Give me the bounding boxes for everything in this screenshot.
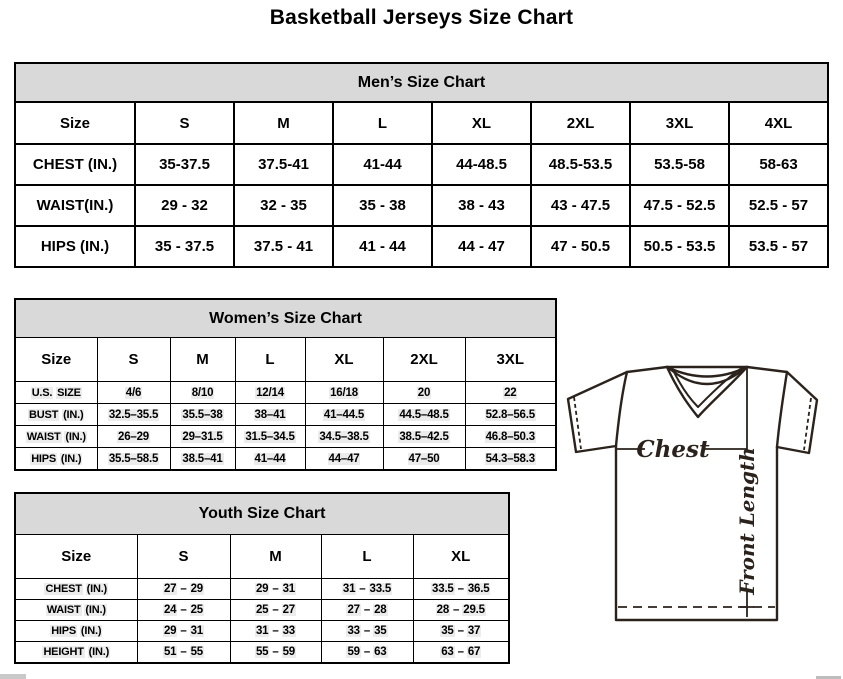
mens-table-row	[15, 226, 828, 267]
highlighted-value: 55	[190, 646, 203, 658]
youth-value-cell: 29 – 31	[230, 579, 321, 600]
highlighted-value: 32.5–35.5	[108, 408, 159, 421]
highlighted-value: SIZE	[57, 386, 81, 399]
youth-value-cell: 24 – 25	[137, 600, 230, 621]
womens-col-header-S: S	[97, 338, 170, 382]
womens-value-cell	[383, 426, 465, 448]
womens-value-cell	[465, 404, 556, 426]
youth-value-cell: 33 – 35	[321, 621, 413, 642]
womens-col-header-3XL: 3XL	[465, 338, 556, 382]
highlighted-value: CHEST	[45, 583, 82, 595]
mens-col-header-S: S	[135, 102, 234, 144]
mens-value-cell: 32 - 35	[234, 185, 333, 226]
youth-column-header-row	[15, 535, 509, 579]
youth-row-label	[15, 621, 137, 642]
youth-col-header-L: L	[321, 535, 413, 579]
highlighted-value: 31	[255, 625, 269, 637]
youth-value-cell: 31 – 33	[230, 621, 321, 642]
highlighted-value: 35	[374, 625, 387, 637]
womens-value-cell	[235, 426, 305, 448]
highlighted-value: 38.5–41	[182, 452, 223, 465]
highlighted-value: 29.5	[463, 604, 485, 616]
highlighted-value: 31.5–34.5	[245, 430, 295, 443]
highlighted-value: 38–41	[254, 408, 286, 421]
mens-row-label: CHEST (IN.)	[15, 144, 135, 185]
womens-value-cell	[170, 404, 235, 426]
highlighted-value: 33.5	[432, 583, 454, 595]
womens-column-header-row	[15, 338, 556, 382]
highlighted-value: 54.3–58.3	[485, 452, 535, 465]
mens-value-cell: 50.5 - 53.5	[630, 226, 729, 267]
mens-value-cell: 38 - 43	[432, 185, 531, 226]
womens-value-cell	[305, 404, 383, 426]
mens-table-row	[15, 144, 828, 185]
highlighted-value: 27	[282, 604, 295, 616]
front-length-label: Front Length	[735, 447, 759, 595]
mens-size-header: Size	[15, 102, 135, 144]
womens-col-header-2XL: 2XL	[383, 338, 465, 382]
highlighted-value: 36.5	[467, 583, 490, 595]
highlighted-value: 52.8–56.5	[485, 408, 535, 421]
youth-size-chart-table	[14, 492, 510, 664]
highlighted-value: 31	[342, 583, 356, 595]
highlighted-value: 41–44.5	[323, 408, 365, 421]
womens-value-cell	[97, 382, 170, 404]
womens-value-cell	[465, 426, 556, 448]
mens-value-cell: 41 - 44	[333, 226, 432, 267]
youth-table-title: Youth Size Chart	[15, 493, 509, 535]
mens-value-cell: 29 - 32	[135, 185, 234, 226]
womens-size-header: Size	[15, 338, 97, 382]
mens-value-cell: 52.5 - 57	[729, 185, 828, 226]
mens-col-header-M: M	[234, 102, 333, 144]
page-title: Basketball Jerseys Size Chart	[269, 6, 574, 29]
highlighted-value: 55	[255, 646, 269, 658]
mens-value-cell: 53.5-58	[630, 144, 729, 185]
womens-value-cell	[235, 404, 305, 426]
mens-value-cell: 47 - 50.5	[531, 226, 630, 267]
highlighted-value: 27	[163, 583, 177, 595]
highlighted-value: HIPS	[51, 625, 77, 637]
highlighted-value: 20	[417, 386, 431, 399]
highlighted-value: 27	[347, 604, 360, 616]
mens-row-label: WAIST(IN.)	[15, 185, 135, 226]
mens-table-title: Men’s Size Chart	[15, 63, 828, 102]
womens-value-cell	[170, 382, 235, 404]
youth-size-header: Size	[15, 535, 137, 579]
mens-value-cell: 58-63	[729, 144, 828, 185]
youth-col-header-XL: XL	[413, 535, 509, 579]
highlighted-value: 29	[163, 625, 177, 637]
youth-row-label	[15, 579, 137, 600]
womens-col-header-L: L	[235, 338, 305, 382]
mens-value-cell: 35 - 37.5	[135, 226, 234, 267]
highlighted-value: 12/14	[256, 386, 284, 399]
mens-value-cell: 37.5-41	[234, 144, 333, 185]
highlighted-value: 41–44	[254, 452, 286, 465]
jersey-measurement-diagram	[561, 355, 825, 627]
highlighted-value: 34.5–38.5	[319, 430, 369, 443]
youth-value-cell: 31 – 33.5	[321, 579, 413, 600]
youth-value-cell: 33.5 – 36.5	[413, 579, 509, 600]
womens-value-cell	[170, 426, 235, 448]
youth-table-row	[15, 600, 509, 621]
mens-table-row	[15, 185, 828, 226]
mens-col-header-L: L	[333, 102, 432, 144]
mens-col-header-4XL: 4XL	[729, 102, 828, 144]
womens-row-label	[15, 426, 97, 448]
mens-value-cell: 48.5-53.5	[531, 144, 630, 185]
mens-value-cell: 43 - 47.5	[531, 185, 630, 226]
highlighted-value: 28	[374, 604, 387, 616]
highlighted-value: WAIST	[26, 430, 61, 443]
highlighted-value: 44–47	[328, 452, 360, 465]
highlighted-value: 24	[163, 604, 177, 616]
youth-col-header-M: M	[230, 535, 321, 579]
mens-col-header-XL: XL	[432, 102, 531, 144]
highlighted-value: 25	[190, 604, 203, 616]
highlighted-value: 31	[190, 625, 203, 637]
highlighted-value: 26–29	[118, 430, 149, 443]
highlighted-value: (IN.)	[86, 583, 108, 595]
highlighted-value: 63	[441, 646, 454, 658]
youth-value-cell: 35 – 37	[413, 621, 509, 642]
mens-row-label: HIPS (IN.)	[15, 226, 135, 267]
highlighted-value: 16/18	[330, 386, 358, 399]
mens-value-cell: 37.5 - 41	[234, 226, 333, 267]
youth-table-row	[15, 642, 509, 664]
highlighted-value: 59	[282, 646, 295, 658]
highlighted-value: (IN.)	[88, 646, 110, 658]
mens-value-cell: 35-37.5	[135, 144, 234, 185]
womens-size-chart-table	[14, 298, 557, 471]
highlighted-value: 35.5–58.5	[108, 452, 159, 465]
youth-value-cell: 55 – 59	[230, 642, 321, 664]
highlighted-value: BUST	[29, 408, 59, 421]
youth-table-row	[15, 621, 509, 642]
highlighted-value: 22	[504, 386, 517, 399]
mens-column-header-row	[15, 102, 828, 144]
womens-table-row	[15, 426, 556, 448]
highlighted-value: 67	[467, 646, 481, 658]
youth-value-cell: 27 – 29	[137, 579, 230, 600]
highlighted-value: 33	[347, 625, 360, 637]
womens-table-row	[15, 404, 556, 426]
youth-col-header-S: S	[137, 535, 230, 579]
womens-value-cell	[305, 426, 383, 448]
womens-value-cell	[235, 382, 305, 404]
womens-table-title: Women’s Size Chart	[15, 299, 556, 338]
youth-row-label	[15, 600, 137, 621]
highlighted-value: 37	[467, 625, 481, 637]
womens-value-cell	[383, 448, 465, 471]
highlighted-value: 38.5–42.5	[399, 430, 449, 443]
womens-col-header-XL: XL	[305, 338, 383, 382]
highlighted-value: 46.8–50.3	[485, 430, 535, 443]
womens-value-cell	[305, 448, 383, 471]
mens-value-cell: 44-48.5	[432, 144, 531, 185]
youth-value-cell: 29 – 31	[137, 621, 230, 642]
womens-row-label	[15, 382, 97, 404]
youth-table-row	[15, 579, 509, 600]
highlighted-value: (IN.)	[60, 452, 82, 465]
mens-value-cell: 41-44	[333, 144, 432, 185]
highlighted-value: 29	[190, 583, 203, 595]
horizontal-scrollbar-fragment-left[interactable]	[0, 674, 26, 679]
womens-value-cell	[465, 382, 556, 404]
highlighted-value: 25	[255, 604, 269, 616]
womens-value-cell	[97, 404, 170, 426]
youth-value-cell: 27 – 28	[321, 600, 413, 621]
womens-col-header-M: M	[170, 338, 235, 382]
highlighted-value: 29–31.5	[182, 430, 223, 443]
highlighted-value: 28	[436, 604, 450, 616]
womens-value-cell	[305, 382, 383, 404]
highlighted-value: (IN.)	[65, 430, 86, 443]
highlighted-value: HIPS	[31, 452, 57, 465]
mens-value-cell: 47.5 - 52.5	[630, 185, 729, 226]
youth-value-cell: 59 – 63	[321, 642, 413, 664]
highlighted-value: 47–50	[408, 452, 440, 465]
highlighted-value: 63	[374, 646, 387, 658]
highlighted-value: WAIST	[46, 604, 81, 616]
highlighted-value: 44.5–48.5	[399, 408, 449, 421]
chest-label: Chest	[636, 436, 710, 463]
womens-value-cell	[465, 448, 556, 471]
highlighted-value: 51	[163, 646, 177, 658]
mens-col-header-2XL: 2XL	[531, 102, 630, 144]
highlighted-value: HEIGHT	[43, 646, 84, 658]
womens-value-cell	[97, 426, 170, 448]
highlighted-value: U.S.	[31, 386, 53, 399]
highlighted-value: 29	[255, 583, 269, 595]
highlighted-value: 59	[347, 646, 360, 658]
youth-value-cell: 28 – 29.5	[413, 600, 509, 621]
youth-value-cell: 51 – 55	[137, 642, 230, 664]
mens-size-chart-table	[14, 62, 829, 268]
mens-value-cell: 35 - 38	[333, 185, 432, 226]
highlighted-value: (IN.)	[63, 408, 84, 421]
highlighted-value: 31	[282, 583, 295, 595]
womens-value-cell	[383, 382, 465, 404]
womens-row-label	[15, 404, 97, 426]
highlighted-value: 33.5	[369, 583, 392, 595]
highlighted-value: 35	[441, 625, 454, 637]
womens-row-label	[15, 448, 97, 471]
youth-value-cell: 63 – 67	[413, 642, 509, 664]
womens-table-row	[15, 382, 556, 404]
womens-value-cell	[170, 448, 235, 471]
highlighted-value: 4/6	[125, 386, 142, 399]
highlighted-value: (IN.)	[85, 604, 106, 616]
highlighted-value: 8/10	[191, 386, 214, 399]
highlighted-value: 33	[282, 625, 295, 637]
highlighted-value: 35.5–38	[182, 408, 223, 421]
mens-value-cell: 44 - 47	[432, 226, 531, 267]
womens-value-cell	[235, 448, 305, 471]
mens-value-cell: 53.5 - 57	[729, 226, 828, 267]
womens-value-cell	[97, 448, 170, 471]
highlighted-value: (IN.)	[80, 625, 102, 637]
womens-table-row	[15, 448, 556, 471]
youth-row-label	[15, 642, 137, 664]
youth-value-cell: 25 – 27	[230, 600, 321, 621]
womens-value-cell	[383, 404, 465, 426]
mens-col-header-3XL: 3XL	[630, 102, 729, 144]
